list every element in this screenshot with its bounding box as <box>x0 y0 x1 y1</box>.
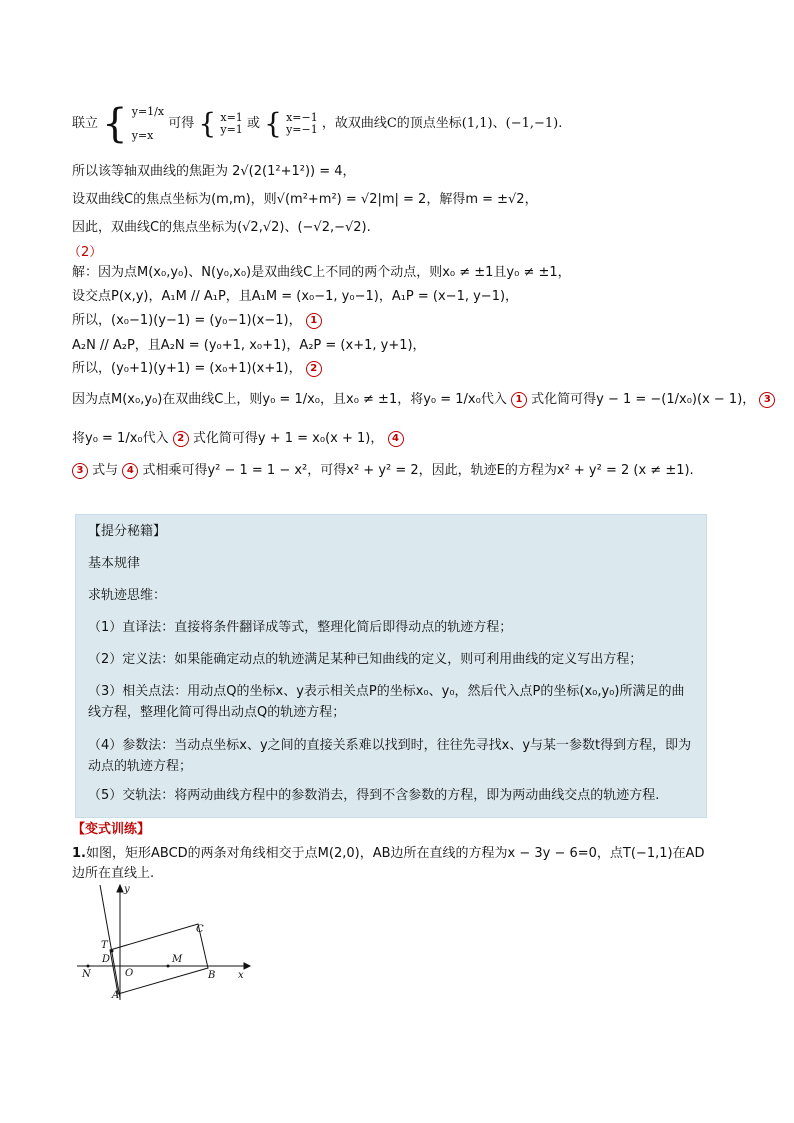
solution-line-8 <box>72 462 694 480</box>
solution-line-1: 解：因为点M(x₀,y₀)、N(y₀,x₀)是双曲线C上不同的两个动点，则x₀ ≠ ±1且y₀ ≠ ±1， <box>72 265 571 280</box>
solution-line-2: 设交点P(x,y)，A₁M // A₁P，且A₁M = (x₀−1, y₀−1)，A₁P = (x−1, y−1)， <box>72 289 519 304</box>
label-A: A <box>112 990 120 1001</box>
label-y: y <box>124 884 130 895</box>
sys3-top: x=−1 <box>286 111 318 124</box>
equation-text: 因为点M(x₀,y₀)在双曲线C上，则y₀ = 1/x₀，且x₀ ≠ ±1，将y₀ = 1/x₀代入 <box>72 392 507 407</box>
system-1 <box>132 106 164 142</box>
circled-marker-1: 1 <box>306 313 322 329</box>
circled-marker-4: 4 <box>122 463 138 479</box>
circled-marker-4: 4 <box>388 431 404 447</box>
solution-line-7 <box>72 430 404 448</box>
tip-item-3: （3）相关点法：用动点Q的坐标x、y表示相关点P的坐标x₀、y₀，然后代入点P的坐标(x₀,y₀)所满足的曲线方程，整理化简可得出动点Q的轨迹方程； <box>88 684 685 720</box>
sys3-bot: y=−1 <box>286 123 318 136</box>
text-prefix: 联立 <box>72 116 99 131</box>
point-M <box>167 965 170 968</box>
exercise-text: 如图，矩形ABCD的两条对角线相交于点M(2,0)，AB边所在直线的方程为x − 3y − 6=0，点T(−1,1)在AD <box>85 846 705 861</box>
sys2-bot: y=1 <box>220 123 243 136</box>
rectangle-figure <box>72 880 257 1005</box>
solution-line-6 <box>72 391 775 409</box>
equation-text: 式与 <box>92 463 119 478</box>
system-2 <box>220 112 242 136</box>
sys1-top: y=1/x <box>131 105 165 118</box>
focus-result-line: 因此，双曲线C的焦点坐标为(√2,√2)、(−√2,−√2). <box>72 220 371 235</box>
label-M: M <box>172 954 183 965</box>
focus-setup-line: 设双曲线C的焦点坐标为(m,m)，则√(m²+m²) = √2|m| = 2，解得m = ±√2， <box>72 192 538 207</box>
point-T <box>111 950 114 953</box>
exercise-line-2: 边所在直线上. <box>72 866 155 881</box>
circled-marker-3: 3 <box>759 392 775 408</box>
equation-text: 将y₀ = 1/x₀代入 <box>72 431 169 446</box>
circled-marker-3: 3 <box>72 463 88 479</box>
part2-label: （2） <box>68 245 103 260</box>
text-tail: ，故双曲线C的顶点坐标(1,1)、(−1,−1). <box>321 116 563 131</box>
text-or: 或 <box>246 116 260 131</box>
exercise-title: 【变式训练】 <box>72 822 151 837</box>
exercise-line-1 <box>72 845 704 863</box>
tips-intro: 求轨迹思维： <box>88 588 167 603</box>
brace-icon: { <box>102 101 128 147</box>
label-D: D <box>102 954 111 965</box>
equation-text: 式化简可得y − 1 = −(1/x₀)(x − 1)， <box>531 392 756 407</box>
circled-marker-2: 2 <box>173 431 189 447</box>
sys2-top: x=1 <box>220 111 243 124</box>
system-3 <box>286 112 318 136</box>
point-N <box>87 965 90 968</box>
tip-item-1: （1）直译法：直接将条件翻译成等式，整理化简后即得动点的轨迹方程； <box>88 620 513 635</box>
exercise-number: 1. <box>72 846 86 861</box>
label-x: x <box>238 970 244 981</box>
tip-item-4: （4）参数法：当动点坐标x、y之间的直接关系难以找到时，往往先寻找x、y与某一参数t得到方程，即为动点的轨迹方程； <box>88 738 692 774</box>
x-axis-arrow <box>244 963 250 969</box>
tip-item-2: （2）定义法：如果能确定动点的轨迹满足某种已知曲线的定义，则可利用曲线的定义写出方程； <box>88 652 643 667</box>
brace-icon: { <box>264 107 282 140</box>
solution-line-4: A₂N // A₂P，且A₂N = (y₀+1, x₀+1)，A₂P = (x+1, y+1)， <box>72 338 426 353</box>
system-line <box>72 101 563 162</box>
equation-text: 所以，(x₀−1)(y−1) = (y₀−1)(x−1)， <box>72 313 302 328</box>
equation-text: 所以，(y₀+1)(y+1) = (x₀+1)(x+1)， <box>72 361 302 376</box>
solution-line-3 <box>72 312 322 330</box>
label-O: O <box>125 968 134 979</box>
tip-item-5: （5）交轨法：将两动曲线方程中的参数消去，得到不含参数的方程，即为两动曲线交点的轨迹方程. <box>88 788 660 803</box>
focal-distance-line: 所以该等轴双曲线的焦距为 2√(2(1²+1²)) = 4， <box>72 164 356 179</box>
equation-text: 式化简可得y + 1 = x₀(x + 1)， <box>192 431 384 446</box>
tips-title: 【提分秘籍】 <box>88 524 167 539</box>
label-T: T <box>101 940 108 951</box>
rectangle-ABCD <box>110 924 208 994</box>
text-mid: 可得 <box>168 116 195 131</box>
sys1-bot: y=x <box>131 129 154 142</box>
circled-marker-2: 2 <box>306 361 322 377</box>
label-C: C <box>196 924 204 935</box>
label-B: B <box>208 970 216 981</box>
brace-icon: { <box>198 107 217 140</box>
y-axis-arrow <box>117 885 123 892</box>
tips-box <box>75 514 707 818</box>
circled-marker-1: 1 <box>511 392 527 408</box>
label-N: N <box>82 969 91 980</box>
tips-subtitle: 基本规律 <box>88 556 141 571</box>
solution-line-5 <box>72 360 322 378</box>
equation-text: 式相乘可得y² − 1 = 1 − x²，可得x² + y² = 2，因此，轨迹E的方程为x² + y² = 2 (x ≠ ±1). <box>142 463 694 478</box>
